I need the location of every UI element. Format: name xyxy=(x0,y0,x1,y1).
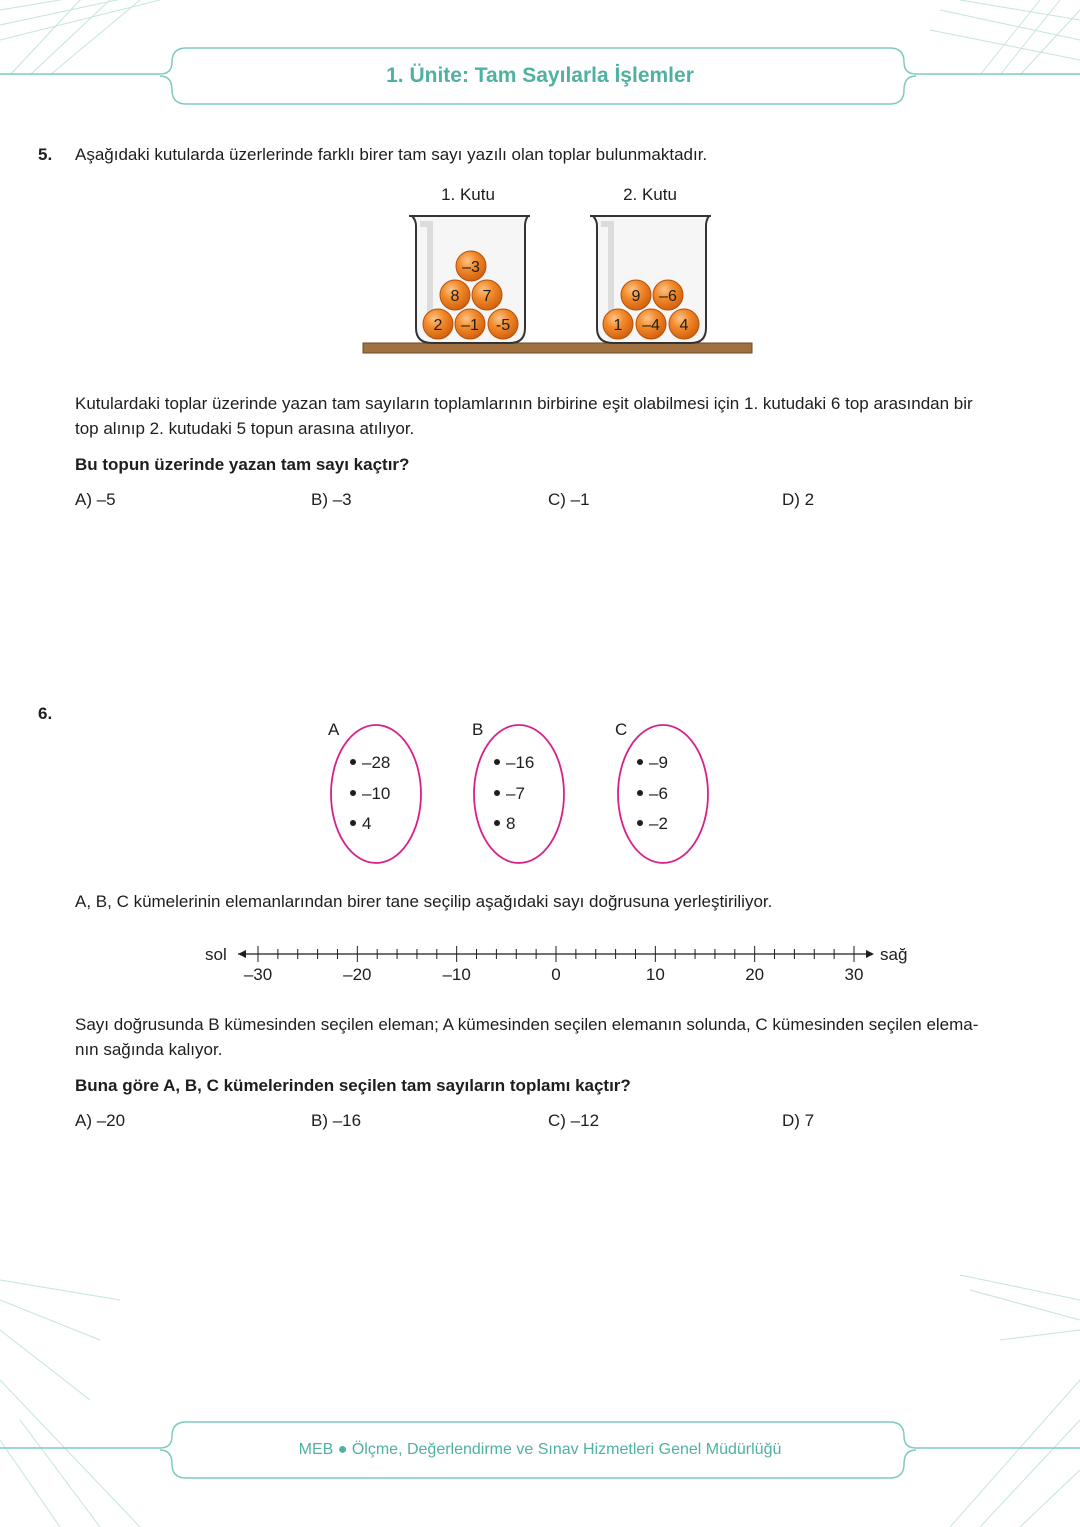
number-line-tick-label: 0 xyxy=(551,965,561,984)
box-2-label: 2. Kutu xyxy=(623,185,677,204)
unit-title: 1. Ünite: Tam Sayılarla İşlemler xyxy=(386,64,694,87)
box-2-ball xyxy=(603,309,633,339)
set-a-label: A xyxy=(328,720,340,739)
set-a-element: –28 xyxy=(362,753,391,772)
question-6-number: 6. xyxy=(38,704,53,723)
set-b-element: –16 xyxy=(506,753,535,772)
box-1-ball xyxy=(423,309,453,339)
box-1-ball xyxy=(488,309,518,339)
set-b-label: B xyxy=(472,720,484,739)
question-6-question: Buna göre A, B, C kümelerinden seçilen tam sayıların toplamı kaçtır? xyxy=(75,1076,631,1095)
question-5-option-b[interactable]: B) –3 xyxy=(311,490,352,509)
number-line-right-arrow xyxy=(866,950,874,958)
box-1-label: 1. Kutu xyxy=(441,185,495,204)
shelf xyxy=(363,343,752,353)
set-diagrams xyxy=(320,712,720,872)
box-2-ball xyxy=(669,309,699,339)
question-6-body-line-1: Sayı doğrusunda B kümesinden seçilen eleman; A kümesinden seçilen elemanın solunda, C kümesinden seçilen elema- xyxy=(75,1015,979,1034)
box-1-ball xyxy=(440,280,470,310)
set-c-element: –2 xyxy=(649,814,668,833)
box-1-ball xyxy=(456,251,486,281)
set-c-element: –6 xyxy=(649,784,668,803)
svg-text:–3: –3 xyxy=(462,259,480,276)
svg-text:7: 7 xyxy=(482,288,492,305)
set-b-element: –7 xyxy=(506,784,525,803)
set-a-element: –10 xyxy=(362,784,391,803)
number-line-tick-label: –20 xyxy=(343,965,372,984)
question-6-option-d[interactable]: D) 7 xyxy=(782,1111,815,1130)
box-2-ball xyxy=(636,309,666,339)
svg-text:–6: –6 xyxy=(659,288,677,305)
question-5-option-a[interactable]: A) –5 xyxy=(75,490,116,509)
svg-text:–1: –1 xyxy=(461,317,479,334)
number-line-tick-label: –30 xyxy=(243,965,273,984)
set-a-element: 4 xyxy=(362,814,372,833)
svg-text:8: 8 xyxy=(450,288,460,305)
number-line-tick-label: –10 xyxy=(442,965,471,984)
question-6-option-c[interactable]: C) –12 xyxy=(548,1111,600,1130)
footer-text: MEB ● Ölçme, Değerlendirme ve Sınav Hizmetleri Genel Müdürlüğü xyxy=(298,1441,782,1458)
set-c-element: –9 xyxy=(649,753,668,772)
number-line xyxy=(200,938,920,988)
ball-boxes-figure xyxy=(360,178,760,358)
number-line-tick-label: 10 xyxy=(645,965,665,984)
svg-text:4: 4 xyxy=(679,317,689,334)
svg-text:-5: -5 xyxy=(495,317,511,334)
number-line-tick-label: 30 xyxy=(844,965,864,984)
number-line-left-arrow xyxy=(238,950,246,958)
svg-text:1: 1 xyxy=(613,317,623,334)
question-5-option-d[interactable]: D) 2 xyxy=(782,490,815,509)
number-line-left-label: sol xyxy=(205,945,227,964)
set-c-label: C xyxy=(615,720,628,739)
svg-text:2: 2 xyxy=(433,317,443,334)
question-5-body-line-2: top alınıp 2. kutudaki 5 topun arasına atılıyor. xyxy=(75,419,415,438)
box-1-ball xyxy=(455,309,485,339)
question-6-option-a[interactable]: A) –20 xyxy=(75,1111,126,1130)
question-5-question: Bu topun üzerinde yazan tam sayı kaçtır? xyxy=(75,455,410,474)
box-2-ball xyxy=(621,280,651,310)
number-line-tick-label: 20 xyxy=(745,965,765,984)
svg-text:9: 9 xyxy=(631,288,641,305)
number-line-right-label: sağ xyxy=(880,945,908,964)
question-6-option-b[interactable]: B) –16 xyxy=(311,1111,362,1130)
svg-text:–4: –4 xyxy=(642,317,660,334)
question-5-body-line-1: Kutulardaki toplar üzerinde yazan tam sayıların toplamlarının birbirine eşit olabilmesi için 1. kutudaki 6 top arasından bir xyxy=(75,394,973,413)
question-5-intro: Aşağıdaki kutularda üzerlerinde farklı birer tam sayı yazılı olan toplar bulunmaktadır. xyxy=(75,145,708,164)
set-b-element: 8 xyxy=(506,814,516,833)
box-2-ball xyxy=(653,280,683,310)
question-5-number: 5. xyxy=(38,145,53,164)
question-5-option-c[interactable]: C) –1 xyxy=(548,490,590,509)
question-6-intro: A, B, C kümelerinin elemanlarından birer tane seçilip aşağıdaki sayı doğrusuna yerleştiriliyor. xyxy=(75,892,773,911)
box-1-ball xyxy=(472,280,502,310)
question-6-body-line-2: nın sağında kalıyor. xyxy=(75,1040,223,1059)
